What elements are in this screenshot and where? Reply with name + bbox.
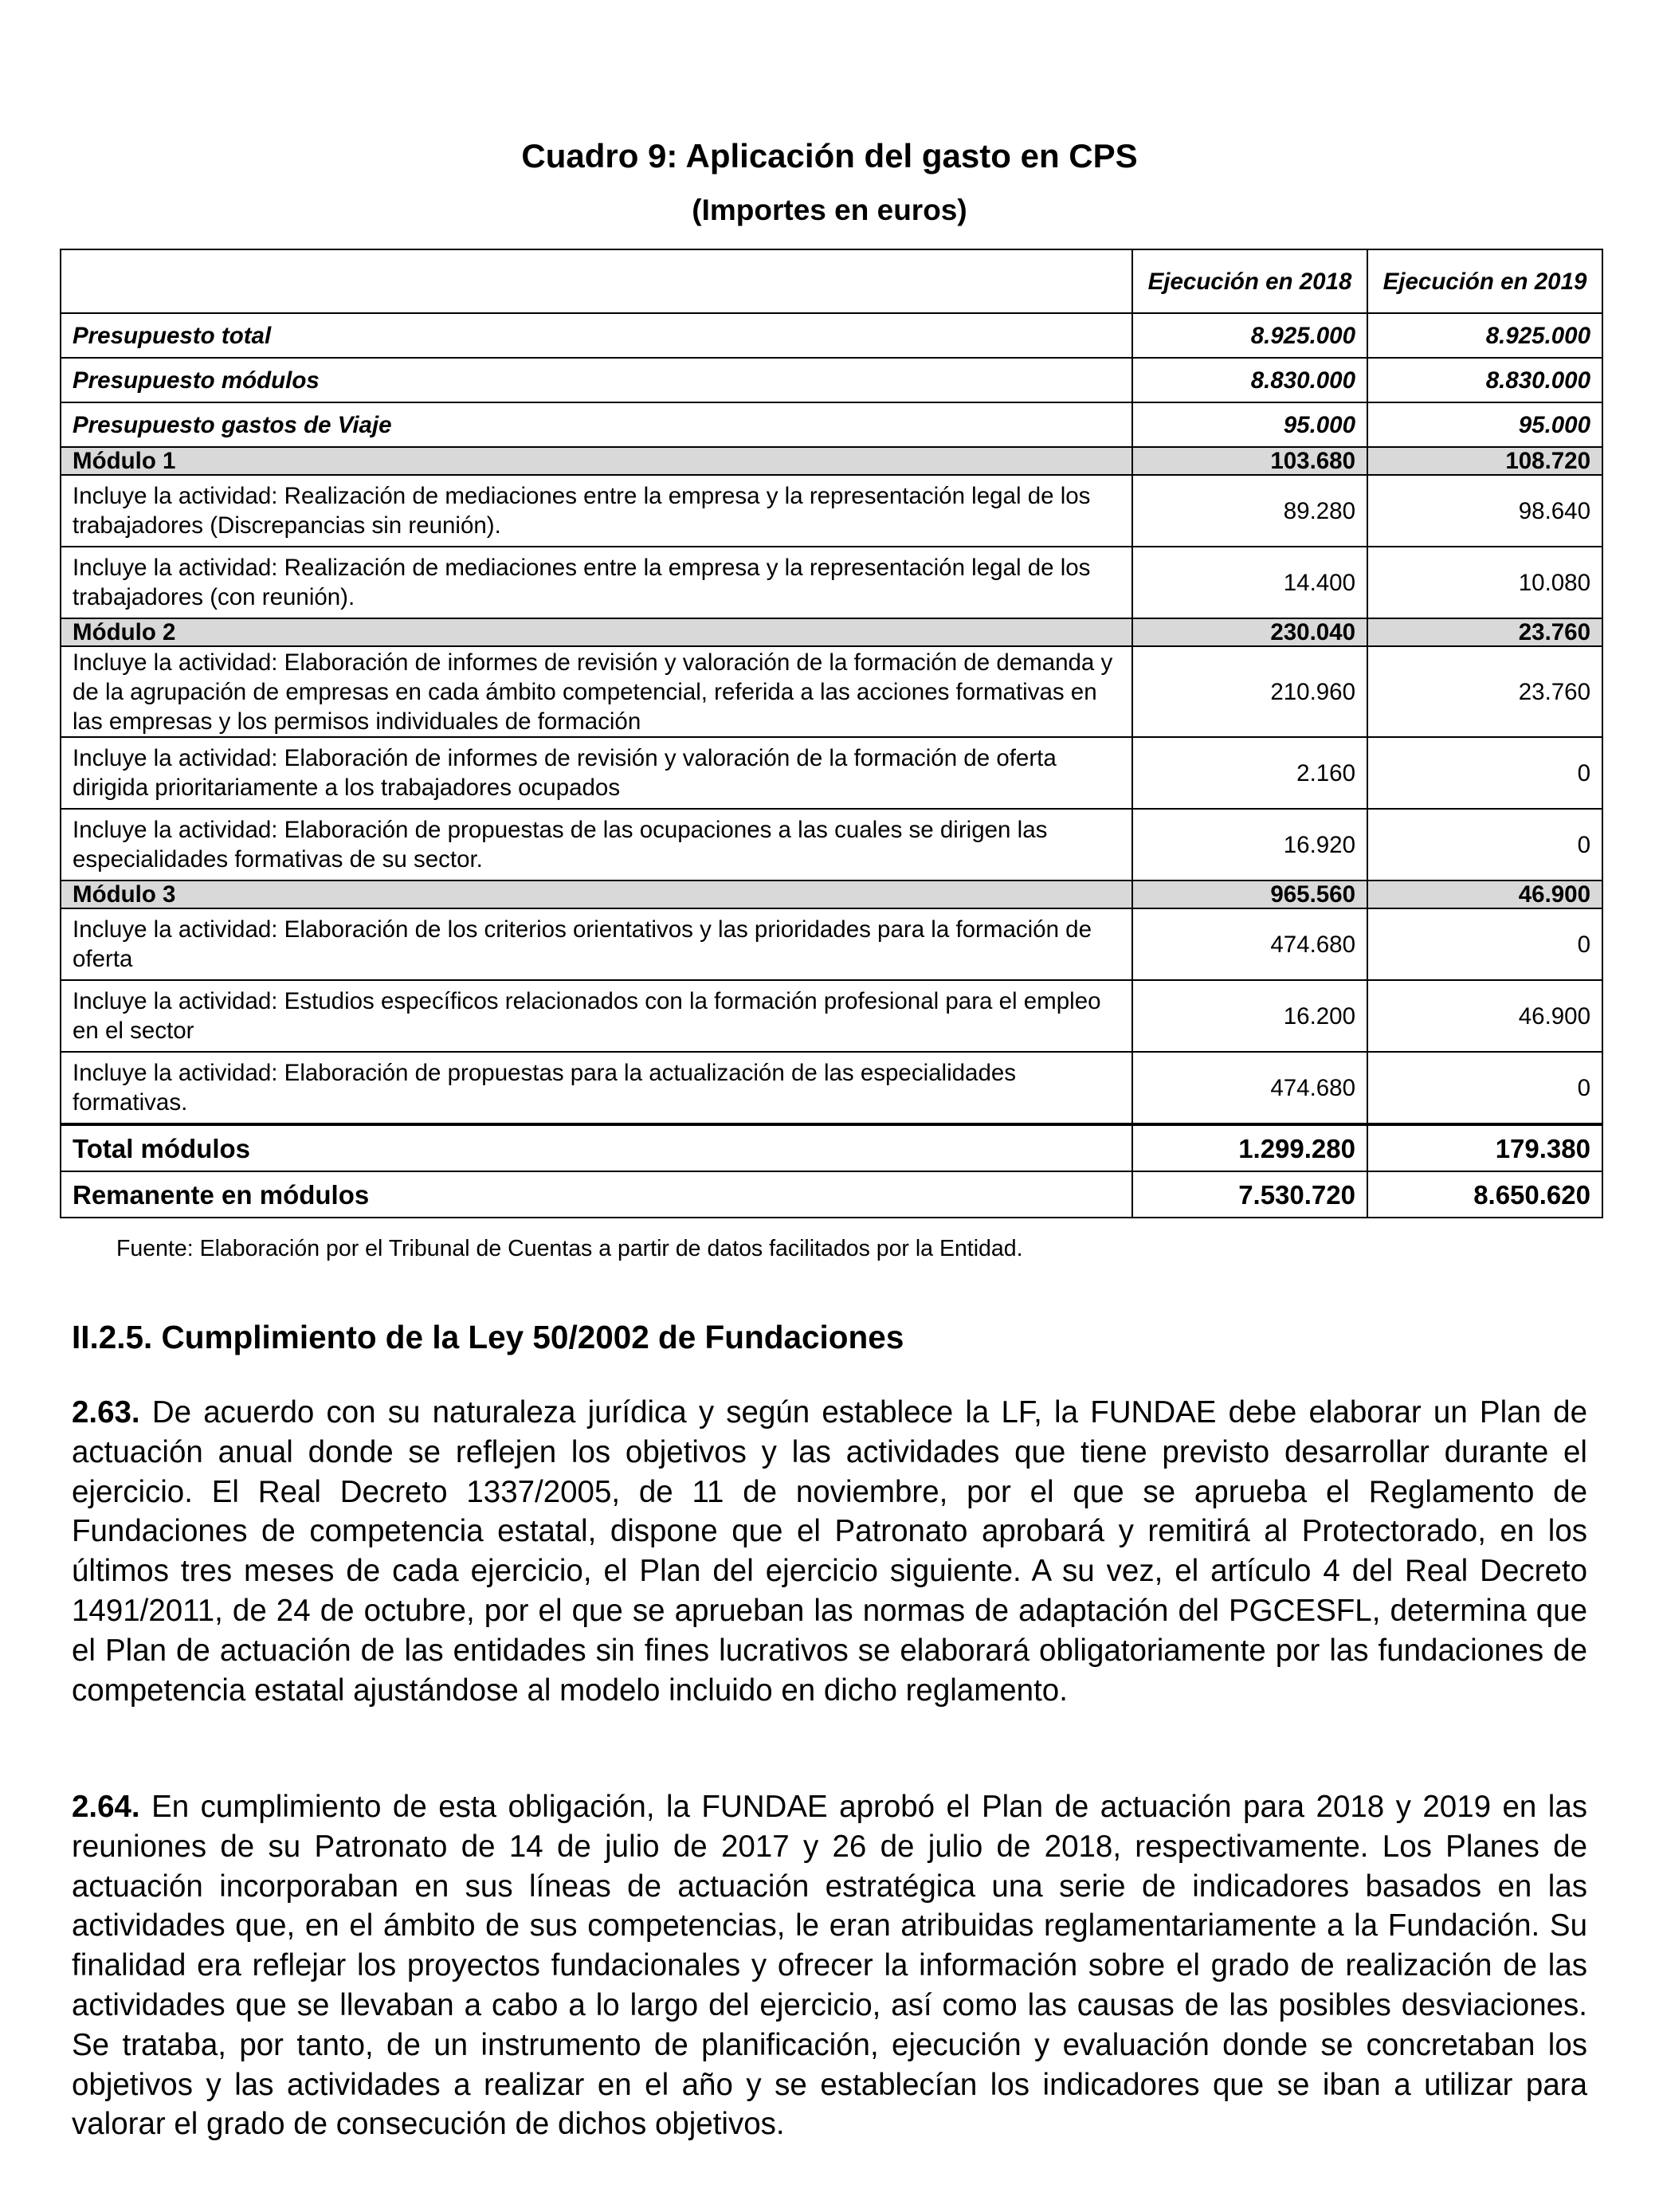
- table-row: [61, 358, 1602, 402]
- paragraph-2-64: [72, 1787, 1587, 2144]
- row-label: Total módulos: [61, 1124, 1132, 1171]
- table-row: [61, 908, 1602, 980]
- row-label: Presupuesto total: [61, 313, 1132, 358]
- value-2018: 230.040: [1132, 618, 1367, 646]
- value-2019: 0: [1367, 737, 1602, 809]
- table-row: [61, 475, 1602, 547]
- value-2018: 1.299.280: [1132, 1124, 1367, 1171]
- paragraph-number: 2.63.: [72, 1395, 140, 1430]
- header-2018: Ejecución en 2018: [1132, 249, 1367, 313]
- value-2019: 0: [1367, 908, 1602, 980]
- value-2018: 16.920: [1132, 809, 1367, 880]
- table-source-note: Fuente: Elaboración por el Tribunal de Cuentas a partir de datos facilitados por la Entidad.: [116, 1236, 1023, 1261]
- table-row: [61, 809, 1602, 880]
- value-2018: 7.530.720: [1132, 1171, 1367, 1218]
- value-2019: 10.080: [1367, 547, 1602, 618]
- value-2019: 46.900: [1367, 880, 1602, 908]
- row-label: Módulo 2: [61, 618, 1132, 646]
- section-heading: II.2.5. Cumplimiento de la Ley 50/2002 de Fundaciones: [72, 1319, 904, 1355]
- row-label: Remanente en módulos: [61, 1171, 1132, 1218]
- value-2018: 103.680: [1132, 447, 1367, 475]
- table-row: [61, 447, 1602, 475]
- paragraph-2-63: [72, 1393, 1587, 1710]
- row-label: Módulo 3: [61, 880, 1132, 908]
- value-2019: 95.000: [1367, 402, 1602, 447]
- value-2019: 23.760: [1367, 618, 1602, 646]
- row-label: Incluye la actividad: Elaboración de informes de revisión y valoración de la formación de oferta dirigida prioritariamente a los trabajadores ocupados: [61, 737, 1132, 809]
- value-2018: 14.400: [1132, 547, 1367, 618]
- paragraph-number: 2.64.: [72, 1790, 140, 1824]
- table-title: Cuadro 9: Aplicación del gasto en CPS: [521, 137, 1138, 175]
- value-2018: 95.000: [1132, 402, 1367, 447]
- row-label: Incluye la actividad: Elaboración de propuestas de las ocupaciones a las cuales se dirigen las especialidades formativas de su sector.: [61, 809, 1132, 880]
- table-row: [61, 1171, 1602, 1218]
- row-label: Incluye la actividad: Elaboración de informes de revisión y valoración de la formación de demanda y de la agrupación de empresas en cada ámbito competencial, referida a las acciones formativas en las empresas y los permisos individuales de formación: [61, 646, 1132, 737]
- table-row: [61, 1052, 1602, 1124]
- value-2018: 965.560: [1132, 880, 1367, 908]
- row-label: Módulo 1: [61, 447, 1132, 475]
- value-2018: 474.680: [1132, 1052, 1367, 1124]
- paragraph-text: En cumplimiento de esta obligación, la FUNDAE aprobó el Plan de actuación para 2018 y 2019 en las reuniones de su Patronato de 14 de julio de 2017 y 26 de julio de 2018, respectivamente. Los Planes de actuación incorporaban en sus líneas de actuación estratégica una serie de indicadores basados en las actividades que, en el ámbito de sus competencias, le eran atribuidas reglamentariamente a la Fundación. Su finalidad era reflejar los proyectos fundacionales y ofrecer la información sobre el grado de realización de las actividades que se llevaban a cabo a lo largo del ejercicio, así como las causas de las posibles desviaciones. Se trataba, por tanto, de un instrumento de planificación, ejecución y evaluación donde se concretaban los objetivos y las actividades a realizar en el año y se establecían los indicadores que se iban a utilizar para valorar el grado de consecución de dichos objetivos.: [72, 1790, 1587, 2142]
- table-row: [61, 1124, 1602, 1171]
- value-2018: 474.680: [1132, 908, 1367, 980]
- value-2018: 8.925.000: [1132, 313, 1367, 358]
- value-2019: 179.380: [1367, 1124, 1602, 1171]
- table-body: [61, 313, 1602, 1218]
- row-label: Incluye la actividad: Elaboración de propuestas para la actualización de las especialidades formativas.: [61, 1052, 1132, 1124]
- row-label: Incluye la actividad: Estudios específicos relacionados con la formación profesional para el empleo en el sector: [61, 980, 1132, 1052]
- value-2018: 89.280: [1132, 475, 1367, 547]
- header-description: [61, 249, 1132, 313]
- paragraph-text: De acuerdo con su naturaleza jurídica y según establece la LF, la FUNDAE debe elaborar un Plan de actuación anual donde se reflejen los objetivos y las actividades que tiene previsto desarrollar durante el ejercicio. El Real Decreto 1337/2005, de 11 de noviembre, por el que se aprueba el Reglamento de Fundaciones de competencia estatal, dispone que el Patronato aprobará y remitirá al Protectorado, en los últimos tres meses de cada ejercicio, el Plan del ejercicio siguiente. A su vez, el artículo 4 del Real Decreto 1491/2011, de 24 de octubre, por el que se aprueban las normas de adaptación del PGCESFL, determina que el Plan de actuación de las entidades sin fines lucrativos se elaborará obligatoriamente por las fundaciones de competencia estatal ajustándose al modelo incluido en dicho reglamento.: [72, 1395, 1587, 1708]
- table-row: [61, 646, 1602, 737]
- row-label: Incluye la actividad: Realización de mediaciones entre la empresa y la representación legal de los trabajadores (Discrepancias sin reunión).: [61, 475, 1132, 547]
- row-label: Incluye la actividad: Elaboración de los criterios orientativos y las prioridades para la formación de oferta: [61, 908, 1132, 980]
- value-2019: 8.830.000: [1367, 358, 1602, 402]
- cps-expense-table: [60, 249, 1603, 1218]
- value-2018: 8.830.000: [1132, 358, 1367, 402]
- value-2019: 8.650.620: [1367, 1171, 1602, 1218]
- value-2019: 8.925.000: [1367, 313, 1602, 358]
- table-header-row: [61, 249, 1602, 313]
- value-2019: 23.760: [1367, 646, 1602, 737]
- value-2019: 46.900: [1367, 980, 1602, 1052]
- table-row: [61, 618, 1602, 646]
- value-2019: 108.720: [1367, 447, 1602, 475]
- table-row: [61, 980, 1602, 1052]
- table-row: [61, 547, 1602, 618]
- value-2018: 2.160: [1132, 737, 1367, 809]
- value-2019: 0: [1367, 1052, 1602, 1124]
- table-row: [61, 402, 1602, 447]
- value-2019: 98.640: [1367, 475, 1602, 547]
- table-row: [61, 880, 1602, 908]
- value-2019: 0: [1367, 809, 1602, 880]
- row-label: Presupuesto gastos de Viaje: [61, 402, 1132, 447]
- table-subtitle: (Importes en euros): [692, 194, 967, 226]
- table-row: [61, 737, 1602, 809]
- value-2018: 16.200: [1132, 980, 1367, 1052]
- value-2018: 210.960: [1132, 646, 1367, 737]
- row-label: Incluye la actividad: Realización de mediaciones entre la empresa y la representación legal de los trabajadores (con reunión).: [61, 547, 1132, 618]
- header-2019: Ejecución en 2019: [1367, 249, 1602, 313]
- table-row: [61, 313, 1602, 358]
- row-label: Presupuesto módulos: [61, 358, 1132, 402]
